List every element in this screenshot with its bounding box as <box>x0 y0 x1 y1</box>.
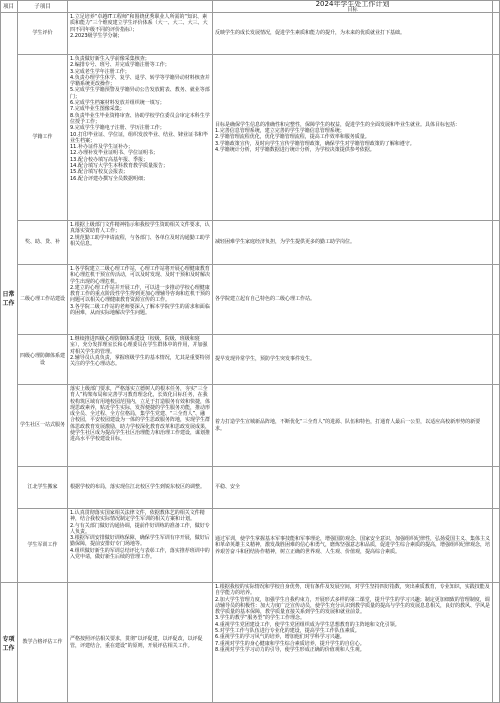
header-goal-label: 目标 <box>347 7 358 13</box>
row-goal-text: 着力打造学生宣城新品阵地，不断优化“三全育人”的进源、队伍和特色，打通育人最后一公里，以适应高校新形势的新要求。 <box>215 419 481 432</box>
row-extra-cell <box>493 265 500 335</box>
header-goal-cell <box>213 0 493 13</box>
row-sub-label: 二级心理工作站建设 <box>20 296 66 303</box>
row-content-cell: 落实上级部门要求，严格落实立德树人的根本任务，夯实“三全育人”构架布局和完善学习教育理念化，长效化目标任务，在我校构筑区域有用地校园范围内，立足于打造服务有效和快捷，体现思政素养，贴近学生实际，发挥便捷的学生服务功能，推动形成全员、全过程、全方位格局，集学生党建、“三全育人”、融合校园，平安校园建设为一体的学生思政服务阵地，实现学生群体思政教育发展激励，助力学校深化教育改革和思政发展成果，使学生社区成为提高学生社区治理能力和治理工作建设，谋划推进高水平学校建设目标。 <box>68 385 213 467</box>
row-goal-cell <box>213 221 493 265</box>
header-item-label: 项目 <box>2 4 14 10</box>
row-goal-cell: 1.根据我校的实际情况和学校自身优势，现有条件及发展空间，对学生坚持四好指数，突出素质教育，专业知识，实践技能及自学能力的培养。 2.加大学生管理力度，加强学生自我约束力，开展形式多样的第二课堂，提升学生的学习兴趣；制定更加细致的管理制度，调动辅导员的积极性：加大力度广泛宣传动员，使学生充分认识到教学质量的提高与学生的发展息息相关，良好的教风、学风是教学质量的基本保障，教学质量直接关系到学生的发展和就业前景。 3.学生的教学“服务型”的学生工作理念。 4.重视学生党团建设工作，使学生党团组织成为学生思想教育的主阵地和文化引领。 5.对学生工作与队伍进行专业化的建设，提高学生工作队伍素质。 6.重视学生的学习风气的培养，增加他们对学科学习兴趣。 7.重视对学生的身心健康和学生综合素质培养，提升学生的自信心。 8.重视对学生学习动力的引导，使学生形成正确的价值观和人生观。 <box>213 583 493 703</box>
row-extra-cell <box>493 385 500 467</box>
row-sub-label: 学生军训工作 <box>27 542 58 549</box>
row-sub-label: 四级心理防御体系建设 <box>20 353 66 366</box>
row-goal-cell <box>213 467 493 509</box>
row-extra-cell <box>493 55 500 221</box>
header-item-cell <box>0 0 18 13</box>
row-sub-cell <box>18 583 68 703</box>
row-content-text: 严格按照评估相关要求，贯彻“以评促建，以评促改，以评促管，评建结合，重在建设”的原则，开展评估相关工作。 <box>70 636 203 649</box>
row-goal-text: 反映学生的成长发展情况，促进学生素质和能力的提升，为未来的优质就业打下基础。 <box>215 30 406 37</box>
row-extra-cell <box>493 509 500 583</box>
row-goal-text: 减轻困难学生家庭经济负担，为学生提供更多的勤工助学岗位。 <box>215 239 356 246</box>
row-goal-text: 各学院建立起有自己特色的二级心理工作站。 <box>215 296 316 303</box>
row-content-cell: 1.各学院建立二级心理工作站，心理工作站将开展心理健康教育和心理危机干预宣传活动，可以及时发现、及时干预和及时解决学生出现的心理危机。 2.建立的心理工作站并开展工作，可以进一步推动学校心理健康教育工作的重点阶段性学生得到更加心理辅导咨询和危机干预的问题可以相关心理健康教育资源宣传的工作。 3.各学院二级工作站的老师要深入了解本学院学生的需求和面临的困难，从而实际地解决学生问题。 <box>68 265 213 335</box>
row-extra-cell <box>493 221 500 265</box>
row-sub-cell <box>18 13 68 55</box>
row-sub-label: 学籍工作 <box>32 134 53 141</box>
row-sub-cell <box>18 335 68 385</box>
row-sub-label: 学生评价 <box>32 30 53 37</box>
row-sub-label: 奖、助、贷、补 <box>24 239 60 246</box>
row-goal-text: 平稳、安全 <box>215 484 241 491</box>
row-goal-cell <box>213 55 493 221</box>
row-goal-cell <box>213 265 493 335</box>
row-extra-cell <box>493 13 500 55</box>
row-sub-cell <box>18 55 68 221</box>
row-goal-cell <box>213 385 493 467</box>
row-extra-cell <box>493 335 500 385</box>
row-sub-cell <box>18 509 68 583</box>
sheet-title: 2024年学生处工作计划 <box>315 0 390 8</box>
row-goal-cell <box>213 13 493 55</box>
row-extra-cell <box>493 583 500 703</box>
row-goal-text: 通过军训，使学生掌握基本军事技能和军事理论，增强国防观念、国家安全意识，加强组织纪律性，弘扬爱国主义、集体主义和革命英雄主义精神，激发战胜困难的信心和勇气，磨炼坚强意志和品质，促进学生综合素质的提高，增强组织纪律观念，培养艰苦奋斗和团结协作精神，树立正确的世界观、人生观、价值观，提高综合素质。 <box>215 536 491 555</box>
row-goal-cell <box>213 509 493 583</box>
row-content-cell: 1.负责做好新生入学前像采集核查； 2.编排专号、班号、并完成学籍注册等工作； 3.完成老生学年注册工作； 4.负责办理学生休学、复学、退学、转学等学籍异动材料核查并学籍系统更改操作； 5.完成学生学籍预警及学籍异动公告发放附表、教务、就业等部门； 6.完成学生档案材料发放并组织统一填写； 7.完成毕业生图像采集； 8.负责毕业生毕业资格审查、协助学校学位委员会审定本科生学位授予工作； 9.完成学生学籍电子注册、学历注册工作； 10.打印毕业证、学位证，组织发放毕业、结业、肄业证书和毕业生档案； 11.补办证件及学生证补办； 12.办理补发毕业证明书、学位证明书； 13.配合校办填写高基年报、季报； 14.配合填写大学生本科教育教学质量报告； 15.配合填写校友会报表； 16.配合评建办撰写全员数据明细； <box>68 55 213 221</box>
header-content-cell <box>68 0 213 13</box>
row-content-cell: 1.认真贯彻落实国家相关法律文件，依据教体艺的相关文件精神，结合我校实际情况制定学生军训的相关方案和计划。 2.与有关部门做好沟通协调，提前作好训练的准备工作，做好专人负责。 3.根据军训安排做好训练保障，确保学生军训有序开展，做好后勤保障，提前安排好专门场地等。 4.组织做好新生的军训总结评比与表彰工作，落实推荐班训中的入党申请，做好新生后续的管理工作。 <box>68 509 213 583</box>
row-content-text: 根据学校的布局，落实现住江北校区学生到锐东校区的调整。 <box>70 484 206 491</box>
row-goal-text: 目标是确保学生信息的准确性和完整性，保障学生的权益，促进学生的全面发展和毕业生就业。具体目标包括： 1.完善信息管理系统，建立完善的学生学籍信息管理系统； 2.学籍管理流程优化，优化学籍管理流程，提高工作效率和服务质量。 3.学籍政策宣传，及时向学生宣传学籍管理政策，确保学生对学籍管理政策的了解和遵守。 4.学籍统计分析，对学籍数据进行统计分析，为学校决策提供参考依据。 <box>215 121 461 153</box>
header-sub-cell <box>18 0 68 13</box>
row-sub-label: 江北学生搬家 <box>27 484 58 491</box>
row-content-cell: 1.继续推进四级心理防御体系建设（校级、院级、班级和寝室），充分发挥理室长和心理委员在学生群体中的作用，并加强对相关学生的管理。 2.辅导员认真负责，掌握班级学生的基本情况，尤其是重要特别关注的学生心理动态。 <box>68 335 213 385</box>
category-special-label: 专项工作 <box>2 635 15 652</box>
header-sub-label: 子项目 <box>34 4 51 10</box>
row-goal-cell <box>213 335 493 385</box>
row-extra-cell <box>493 467 500 509</box>
row-sub-cell <box>18 221 68 265</box>
row-sub-cell <box>18 265 68 335</box>
header-extra-cell <box>493 0 500 13</box>
row-content-cell <box>68 583 213 703</box>
category-daily-cell <box>0 13 18 583</box>
row-sub-label: 学生社区一站式服务 <box>20 422 66 429</box>
row-sub-cell <box>18 467 68 509</box>
row-content-cell <box>68 467 213 509</box>
row-sub-label: 教学合格评估工作 <box>22 639 63 646</box>
row-content-cell: 1.根据上级部门文件精神指示和我校学生资助相关文件要求，认真落实资助育人工作； 2.规范勤工助学申请流程，与各部门、各单位及时沟通勤工助学相关信息。 <box>68 221 213 265</box>
category-special-cell <box>0 583 18 703</box>
row-goal-text: 提早发现异常学生，预防学生突发事件发生。 <box>215 356 316 363</box>
row-content-cell: 1.立足培养“卓越IT工程师”和围绕优秀职业人所需的“知识、素质和能力”三个维度建立学生评价体系（大一、大二、大三、大四不同年级不同的评价指标）； 2.2023级学生学分制； <box>68 13 213 55</box>
row-sub-cell <box>18 385 68 467</box>
category-daily-label: 日常工作 <box>2 290 15 307</box>
